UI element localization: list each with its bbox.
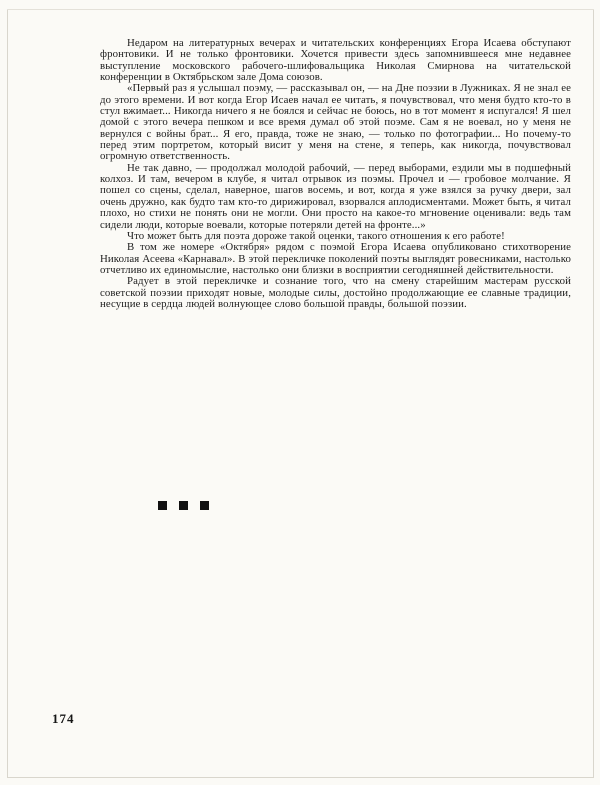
- paragraph: Что может быть для поэта дороже такой оценки, такого отношения к его работе!: [127, 229, 505, 242]
- page-edge-right: [593, 10, 594, 777]
- page-edge-left: [7, 10, 8, 777]
- paragraph: Недаром на литературных вечерах и читательских конференциях Егора Исаева обступают фронтовики. И не только фронтовики. Хочется привести здесь запомнившееся мне недавнее выступление московского рабочего-шлифовальщика Николая Смирнова на читательской конференции в Октябрьском зале Дома союзов.: [100, 37, 571, 84]
- page-number: 174: [52, 711, 75, 726]
- section-divider: [158, 501, 209, 510]
- black-square-icon: [179, 501, 188, 510]
- paragraph: Не так давно, — продолжал молодой рабочий, — перед выборами, ездили мы в подшефный колхоз. И там, вечером в клубе, я читал отрывок из поэмы. Прочел и — гробовое молчание. Я пошел со сцены, сделал, наверное, шагов восемь, и вот, когда я уже взялся за ручку двери, зал очень дружно, как будто там кто-то дирижировал, взорвался аплодисментами. Может быть, я читал плохо, но стихи не понять они не могли. Они просто на какое-то мгновение оценивали: ведь там сидели люди, которые воевали, которые потеряли детей на фронте...»: [100, 161, 571, 231]
- black-square-icon: [200, 501, 209, 510]
- text-block: [100, 38, 571, 310]
- paragraph: Радует в этой перекличке и сознание того, что на смену старейшим мастерам русской советской поэзии приходят новые, молодые силы, достойно продолжающие ее славные традиции, несущие в сердца людей волнующее слово большой правды, большой поэзии.: [100, 275, 571, 310]
- black-square-icon: [158, 501, 167, 510]
- page-edge-top: [7, 9, 594, 10]
- paragraph: «Первый раз я услышал поэму, — рассказывал он, — на Дне поэзии в Лужниках. Я не знал ее до этого времени. И вот когда Егор Исаев начал ее читать, я почувствовал, что меня будто кто-то в стул вжимает... Никогда ничего я не боялся и сейчас не боюсь, но в тот момент я испугался! Я шел домой с этого вечера пешком и все время думал об этой поэме. Сам я не воевал, но у меня не вернулся с войны брат... Я его, правда, тоже не знаю, — только по фотографии... Но почему-то перед этим портретом, который висит у меня на стене, я теперь, как никогда, почувствовал огромную ответственность.: [100, 82, 571, 163]
- page-edge-bottom: [7, 777, 594, 778]
- paragraph: В том же номере «Октября» рядом с поэмой Егора Исаева опубликовано стихотворение Николая Асеева «Карнавал». В этой перекличке поколений поэты выглядят ровесниками, настолько отчетливо их единомыслие, настолько они близки в восприятии сегодняшней действительности.: [100, 241, 571, 276]
